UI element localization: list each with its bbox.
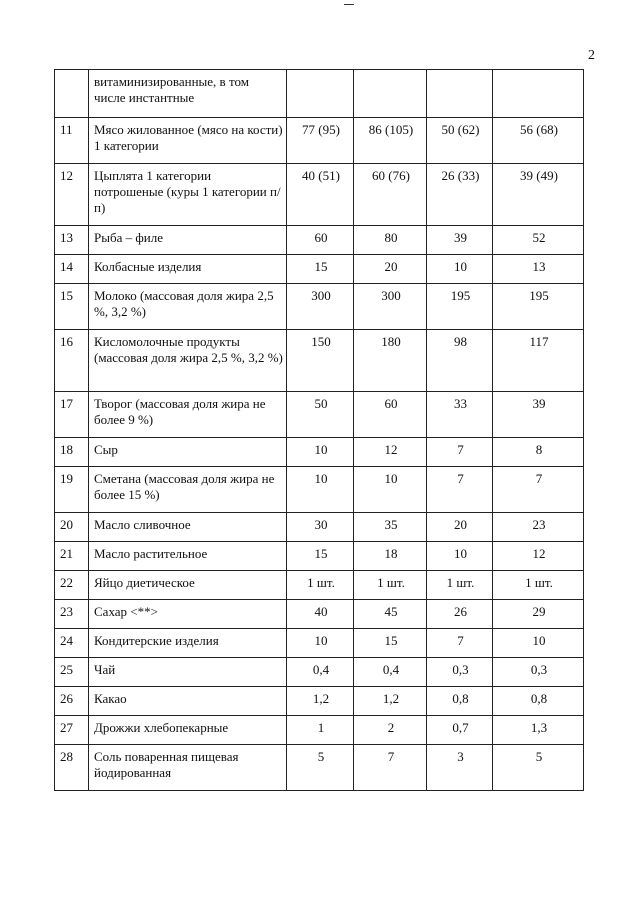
value-cell-3: 10 [427, 542, 493, 571]
row-number-cell: 18 [55, 438, 89, 467]
value-cell-4: 7 [493, 467, 584, 513]
row-number-cell: 14 [55, 255, 89, 284]
row-number-cell: 20 [55, 513, 89, 542]
row-number-cell: 23 [55, 600, 89, 629]
product-name-cell: Масло растительное [89, 542, 287, 571]
table-row [55, 687, 584, 716]
value-cell-2: 12 [354, 438, 427, 467]
row-number-cell: 22 [55, 571, 89, 600]
value-cell-4: 0,8 [493, 687, 584, 716]
value-cell-2: 80 [354, 226, 427, 255]
product-name-cell: Какао [89, 687, 287, 716]
value-cell-4: 29 [493, 600, 584, 629]
norms-table [54, 69, 584, 791]
value-cell-1: 150 [287, 330, 354, 392]
value-cell-3: 7 [427, 467, 493, 513]
value-cell-3: 3 [427, 745, 493, 791]
value-cell-3: 7 [427, 629, 493, 658]
row-number-cell: 24 [55, 629, 89, 658]
table-body [55, 70, 584, 791]
product-name-cell: Соль поваренная пищевая йодированная [89, 745, 287, 791]
table-row [55, 164, 584, 226]
table-row [55, 226, 584, 255]
value-cell-4: 39 [493, 392, 584, 438]
value-cell-3: 195 [427, 284, 493, 330]
table-row [55, 118, 584, 164]
value-cell-1: 40 (51) [287, 164, 354, 226]
row-number-cell: 12 [55, 164, 89, 226]
table-row [55, 716, 584, 745]
value-cell-1: 50 [287, 392, 354, 438]
product-name-cell: Яйцо диетическое [89, 571, 287, 600]
product-name-cell: Мясо жилованное (мясо на кости) 1 категории [89, 118, 287, 164]
row-number-cell [55, 70, 89, 118]
product-name-cell: Сметана (массовая доля жира не более 15 %) [89, 467, 287, 513]
value-cell-2: 10 [354, 467, 427, 513]
value-cell-3: 33 [427, 392, 493, 438]
value-cell-3: 39 [427, 226, 493, 255]
value-cell-4: 1 шт. [493, 571, 584, 600]
value-cell-2: 2 [354, 716, 427, 745]
value-cell-4: 12 [493, 542, 584, 571]
row-number-cell: 11 [55, 118, 89, 164]
product-name-cell: Сыр [89, 438, 287, 467]
value-cell-4: 0,3 [493, 658, 584, 687]
value-cell-1: 10 [287, 629, 354, 658]
page-number: 2 [588, 48, 595, 63]
table-row [55, 330, 584, 392]
value-cell-3: 10 [427, 255, 493, 284]
value-cell-1: 15 [287, 542, 354, 571]
product-name-cell: Цыплята 1 категории потрошеные (куры 1 категории п/п) [89, 164, 287, 226]
value-cell-2 [354, 70, 427, 118]
value-cell-2: 180 [354, 330, 427, 392]
value-cell-4: 23 [493, 513, 584, 542]
product-name-cell: Творог (массовая доля жира не более 9 %) [89, 392, 287, 438]
product-name-cell: Масло сливочное [89, 513, 287, 542]
value-cell-4: 1,3 [493, 716, 584, 745]
row-number-cell: 25 [55, 658, 89, 687]
value-cell-1: 1 шт. [287, 571, 354, 600]
value-cell-2: 86 (105) [354, 118, 427, 164]
product-name-cell: Кондитерские изделия [89, 629, 287, 658]
value-cell-3: 0,7 [427, 716, 493, 745]
value-cell-3: 1 шт. [427, 571, 493, 600]
value-cell-3 [427, 70, 493, 118]
value-cell-3: 26 (33) [427, 164, 493, 226]
table-row [55, 513, 584, 542]
value-cell-2: 20 [354, 255, 427, 284]
product-name-cell: Колбасные изделия [89, 255, 287, 284]
product-name-cell: Молоко (массовая доля жира 2,5 %, 3,2 %) [89, 284, 287, 330]
product-name-cell: Дрожжи хлебопекарные [89, 716, 287, 745]
value-cell-1: 10 [287, 467, 354, 513]
table-row [55, 542, 584, 571]
row-number-cell: 27 [55, 716, 89, 745]
table-row [55, 438, 584, 467]
row-number-cell: 19 [55, 467, 89, 513]
value-cell-2: 0,4 [354, 658, 427, 687]
value-cell-1: 300 [287, 284, 354, 330]
value-cell-1: 60 [287, 226, 354, 255]
value-cell-4: 13 [493, 255, 584, 284]
value-cell-4: 8 [493, 438, 584, 467]
value-cell-2: 45 [354, 600, 427, 629]
product-name-cell: Рыба – филе [89, 226, 287, 255]
value-cell-1: 1,2 [287, 687, 354, 716]
table-row [55, 658, 584, 687]
table-row [55, 392, 584, 438]
value-cell-2: 35 [354, 513, 427, 542]
row-number-cell: 13 [55, 226, 89, 255]
value-cell-4: 117 [493, 330, 584, 392]
value-cell-1: 5 [287, 745, 354, 791]
value-cell-2: 18 [354, 542, 427, 571]
table-row [55, 70, 584, 118]
row-number-cell: 16 [55, 330, 89, 392]
value-cell-3: 26 [427, 600, 493, 629]
value-cell-4: 56 (68) [493, 118, 584, 164]
value-cell-3: 7 [427, 438, 493, 467]
value-cell-1 [287, 70, 354, 118]
value-cell-3: 20 [427, 513, 493, 542]
row-number-cell: 17 [55, 392, 89, 438]
value-cell-1: 0,4 [287, 658, 354, 687]
value-cell-4: 195 [493, 284, 584, 330]
value-cell-4: 52 [493, 226, 584, 255]
row-number-cell: 28 [55, 745, 89, 791]
value-cell-3: 50 (62) [427, 118, 493, 164]
table-row [55, 467, 584, 513]
value-cell-2: 1 шт. [354, 571, 427, 600]
value-cell-1: 30 [287, 513, 354, 542]
value-cell-3: 0,3 [427, 658, 493, 687]
value-cell-1: 10 [287, 438, 354, 467]
table-row [55, 255, 584, 284]
row-number-cell: 21 [55, 542, 89, 571]
product-name-cell: Чай [89, 658, 287, 687]
value-cell-4: 5 [493, 745, 584, 791]
table-row [55, 629, 584, 658]
row-number-cell: 26 [55, 687, 89, 716]
value-cell-3: 98 [427, 330, 493, 392]
table-row [55, 571, 584, 600]
value-cell-2: 300 [354, 284, 427, 330]
value-cell-2: 1,2 [354, 687, 427, 716]
value-cell-4: 10 [493, 629, 584, 658]
top-mark [344, 4, 354, 5]
table-row [55, 745, 584, 791]
value-cell-3: 0,8 [427, 687, 493, 716]
product-name-cell: Сахар <**> [89, 600, 287, 629]
row-number-cell: 15 [55, 284, 89, 330]
value-cell-1: 77 (95) [287, 118, 354, 164]
product-name-cell: витаминизированные, в том числе инстантные [89, 70, 287, 118]
value-cell-1: 40 [287, 600, 354, 629]
value-cell-1: 1 [287, 716, 354, 745]
table-row [55, 284, 584, 330]
value-cell-2: 60 [354, 392, 427, 438]
value-cell-2: 15 [354, 629, 427, 658]
product-name-cell: Кисломолочные продукты (массовая доля жира 2,5 %, 3,2 %) [89, 330, 287, 392]
value-cell-1: 15 [287, 255, 354, 284]
value-cell-4: 39 (49) [493, 164, 584, 226]
value-cell-2: 7 [354, 745, 427, 791]
value-cell-2: 60 (76) [354, 164, 427, 226]
table-row [55, 600, 584, 629]
value-cell-4 [493, 70, 584, 118]
